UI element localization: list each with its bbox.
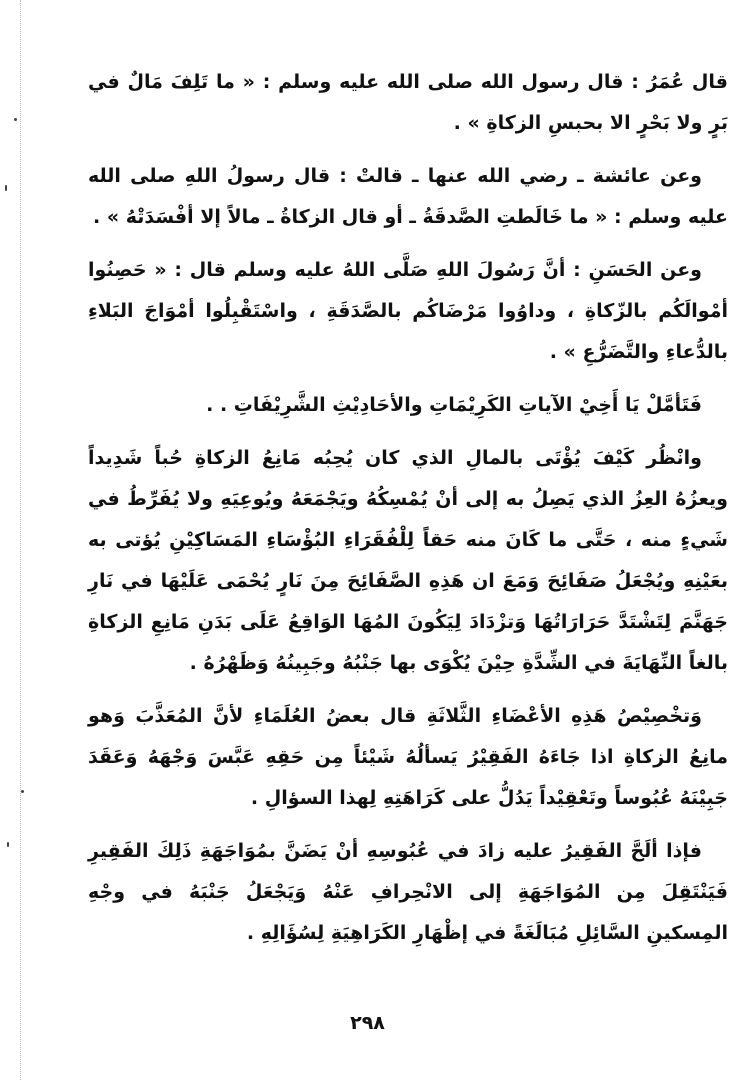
paragraph-wealth-description: وانْظُر كَيْفَ يُؤْتَى بالمالِ الذي كان يُحِبُه مَانِعُ الزكاةِ حُباً شَدِيداً ويعزُهُ العِزُ الذي يَصِلُ به إلى أنْ يُمْسِكُهُ ويَجْمَعَهُ ويُوعِيَهِ ولا يُفَرِّطُ في شَيءٍ منه ، حَتَّى ما كَانَ منه حَقاً لِلْفُقَرَاءِ البُؤْسَاءِ المَسَاكِيْنِ يُؤتى به بعَيْنِهِ ويُجْعَلُ صَفَائِحَ وَمَعَ ان هَذِهِ الصَّفَائِحَ مِنَ نَارٍ يُحْمَى عَلَيْهَا في نَارِ جَهَنَّمَ لِتَشْتَدَّ حَرَارَاتُهَا وَتزْدَادَ لِيَكُونَ المُهَا الوَاقِعُ عَلَى بَدَنِ مَانِعِ الزكاةِ بالغاً النِّهَايَةَ في الشِّدَّةِ حِيْنَ يُكْوَى بها جَنْبُهُ وجَبِينُهُ وَظَهْرُهُ . xyxy=(88,447,728,674)
scan-speck xyxy=(5,185,7,191)
scan-speck xyxy=(7,842,9,847)
scan-speck xyxy=(14,118,17,121)
page-number: ٢٩٨ xyxy=(350,1012,385,1034)
paragraph-hasan-hadith: وعن الحَسَنِ : أنَّ رَسُولَ اللهِ صَلَّى اللهُ عليه وسلم قال : « حَصِنُوا أمْوالَكُم بالزّكاةِ ، وداوُوا مَرْضَاكُم بالصَّدَقَةِ ، واسْتَقْبِلُوا أمْوَاجَ البَلاءِ بالدُّعاءِ والتَّضَرُّعِ » . xyxy=(88,259,728,363)
paragraph-three-organs: وَتخْصِيْصُ هَذِهِ الأعْضَاءِ الثَّلاثَةِ قال بعضُ العُلَمَاءِ لأنَّ المُعَذَّبَ وَهو مانِعُ الزكاةِ اذا جَاءَهُ الفَقِيْرُ يَسألُهُ شَيْئاً مِن حَقِهِ عَبَّسَ وَجْهَهُ وَعَقَدَ جَبِيْنَهُ عُبُوساً وتَعْقِيْداً يَدُلُّ على كَرَاهَتِهِ لِهذا السؤالِ . xyxy=(88,705,728,809)
paragraph-aisha-hadith: وعن عائشة ـ رضي الله عنها ـ قالتْ : قال رسولُ اللهِ صلى الله عليه وسلم : « ما خَالَطتِ الصَّدقَةُ ـ أو قال الزكاةُ ـ مالاً إلا أفْسَدَتْهُ » . xyxy=(88,165,728,228)
paragraph-umar-hadith: قال عُمَرُ : قال رسول الله صلى الله عليه وسلم : « ما تَلِفَ مَالٌ في بَرٍ ولا بَحْرٍ الا بحبسِ الزكاةِ » . xyxy=(88,71,728,134)
main-text-block xyxy=(88,62,728,954)
paragraph-poor-insists: فإذا ألَحَّ الفَقِيرُ عليه زادَ في عُبُوسِهِ أنْ يَضَنَّ بمُوَاجَهَةِ ذَلِكَ الفَقِيرِ فَيَنْتَقِلَ مِن المُوَاجَهَةِ إلى الانْحِرافِ عَنْهُ وَيَجْعَلُ جَنْبَهُ في وجْهِ المِسكينِ السَّائِلِ مُبَالَغَةً في إظْهَارِ الكَرَاهِيَةِ لِسُؤَالِهِ . xyxy=(88,840,728,944)
paragraph-reflection: فَتَأمَّلْ يَا أَخِيْ الآياتِ الكَرِيْمَاتِ والأحَادِيْثِ الشَّرِيْفَاتِ . . xyxy=(206,394,702,416)
binding-gutter-line xyxy=(20,0,21,1080)
scan-speck xyxy=(21,790,24,793)
